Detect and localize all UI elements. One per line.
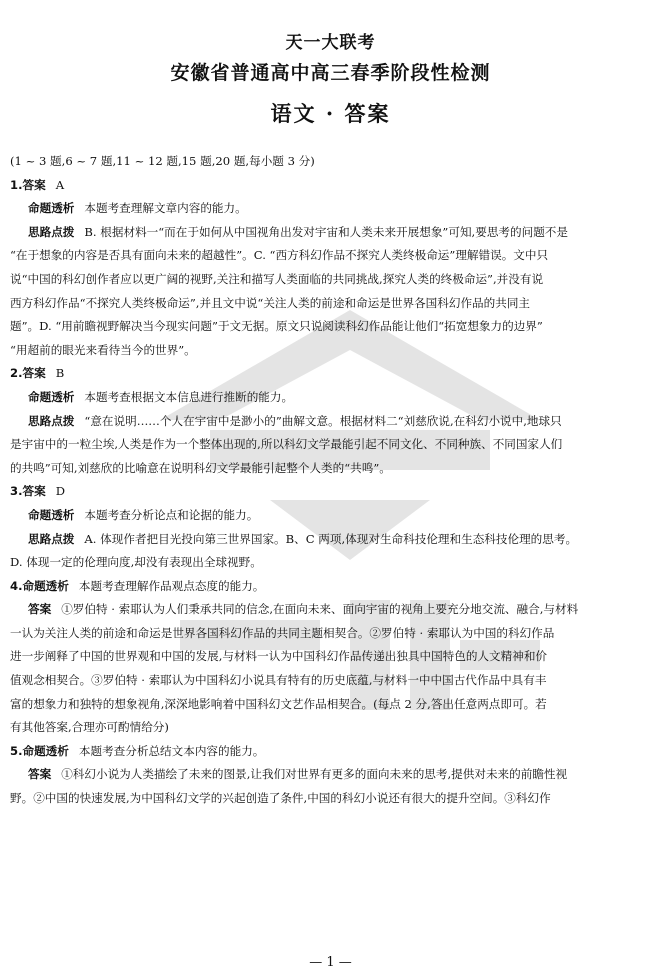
q4-answer-line: ①罗伯特 · 索耶认为人们秉承共同的信念,在面向未来、面向宇宙的视角上要充分地交流、融合,与材料 <box>61 602 579 617</box>
q5-answer-line: ①科幻小说为人类描绘了未来的图景,让我们对世界有更多的面向未来的思考,提供对未来的前瞻性视 <box>61 767 568 782</box>
subject-title: 语文 · 答案 <box>270 101 391 126</box>
q1-tips-row <box>10 221 650 245</box>
q1-tips-line: 说“中国的科幻创作者应以更广阔的视野,关注和描写人类面临的共同挑战,探究人类的终极命运”,并没有说 <box>10 271 544 286</box>
q5-answer-row <box>10 763 650 787</box>
answer-content <box>10 150 650 811</box>
q2-tips-line: 是宇宙中的一粒尘埃,人类是作为一个整体出现的,所以科幻文学最能引起不同文化、不同种族、不同国家人们 <box>10 437 563 452</box>
q5-analysis-row <box>10 740 650 764</box>
q1-analysis-row <box>10 197 650 221</box>
q2-answer-label: 答案 <box>22 366 46 381</box>
q2-answer-row <box>10 362 650 386</box>
q1-answer: A <box>55 177 65 192</box>
q5-answer-label: 答案 <box>28 767 52 782</box>
q2-answer: B <box>55 366 65 381</box>
q4-number: 4. <box>10 578 23 593</box>
q3-tips-line: D. 体现一定的伦理向度,却没有表现出全球视野。 <box>10 555 262 570</box>
q1-tips-line: 西方科幻作品“不探究人类终极命运”,并且文中说“关注人类的前途和命运是世界各国科幻作品的共同主 <box>10 295 531 310</box>
q1-tips-line: B. 根据材料一“而在于如何从中国视角出发对宇宙和人类未来开展想象”可知,要思考的问题不是 <box>84 224 568 239</box>
q4-answer-line: 富的想象力和独特的想象视角,深深地影响着中国科幻文艺作品相契合。(每点 2 分,答出任意两点即可。若 <box>10 696 547 711</box>
q2-analysis-label: 命题透析 <box>28 389 75 404</box>
q3-answer-label: 答案 <box>22 484 46 499</box>
q2-tips-line: 的共鸣”可知,刘慈欣的比喻意在说明科幻文学最能引起整个人类的“共鸣”。 <box>10 460 391 475</box>
q1-tips-line: “在于想象的内容是否具有面向未来的超越性”。C. “西方科幻作品不探究人类终极命运”理解错误。文中只 <box>10 248 549 263</box>
exam-title: 安徽省普通高中高三春季阶段性检测 <box>170 62 491 84</box>
header-title: 天一大联考 <box>285 33 376 53</box>
q1-answer-row <box>10 174 650 198</box>
q1-tips-line: “用超前的眼光来看待当今的世界”。 <box>10 342 196 357</box>
q1-tips-line: 题”。D. “用前瞻视野解决当今现实问题”于文无据。原文只说阅读科幻作品能让他们“拓宽想象力的边界” <box>10 319 543 334</box>
q4-analysis-label: 命题透析 <box>22 578 69 593</box>
q4-answer-line: 有其他答案,合理亦可酌情给分) <box>10 720 169 735</box>
q5-analysis-label: 命题透析 <box>22 743 69 758</box>
q2-number: 2. <box>10 366 23 381</box>
q4-analysis-row <box>10 575 650 599</box>
q4-analysis: 本题考查理解作品观点态度的能力。 <box>78 578 265 593</box>
q5-analysis: 本题考查分析总结文本内容的能力。 <box>78 743 265 758</box>
q1-answer-label: 答案 <box>22 177 46 192</box>
q4-answer-label: 答案 <box>28 602 52 617</box>
scoring-note: (1 ~ 3 题,6 ~ 7 题,11 ~ 12 题,15 题,20 题,每小题 3 分) <box>10 154 315 168</box>
q4-answer-line: 值观念相契合。③罗伯特 · 索耶认为中国科幻小说具有特有的历史底蕴,与材料一中中国古代作品中具有丰 <box>10 673 547 688</box>
q3-analysis: 本题考查分析论点和论据的能力。 <box>84 507 259 522</box>
q2-tips-row <box>10 410 650 434</box>
q3-answer-row <box>10 480 650 504</box>
q3-analysis-row <box>10 504 650 528</box>
q1-analysis-label: 命题透析 <box>28 201 75 216</box>
q5-number: 5. <box>10 743 23 758</box>
q1-analysis: 本题考查理解文章内容的能力。 <box>84 201 247 216</box>
q3-tips-row <box>10 528 650 552</box>
q4-answer-row <box>10 598 650 622</box>
q3-answer: D <box>55 484 65 499</box>
q2-tips-line: “意在说明……个人在宇宙中是渺小的”曲解文意。根据材料二“刘慈欣说,在科幻小说中,地球只 <box>84 413 562 428</box>
q1-number: 1. <box>10 177 23 192</box>
q3-tips-line: A. 体现作者把目光投向第三世界国家。B、C 两项,体现对生命科技伦理和生态科技伦理的思考。 <box>84 531 578 546</box>
page-number: — 1 — <box>309 955 352 970</box>
q2-analysis: 本题考查根据文本信息进行推断的能力。 <box>84 389 294 404</box>
q4-answer-line: 一认为关注人类的前途和命运是世界各国科幻作品的共同主题相契合。②罗伯特 · 索耶认为中国的科幻作品 <box>10 625 555 640</box>
q2-tips-label: 思路点拨 <box>28 413 75 428</box>
q2-analysis-row <box>10 386 650 410</box>
q1-tips-label: 思路点拨 <box>28 224 75 239</box>
q3-analysis-label: 命题透析 <box>28 507 75 522</box>
q5-answer-line: 野。②中国的快速发展,为中国科幻文学的兴起创造了条件,中国的科幻小说还有很大的提升空间。③科幻作 <box>10 791 551 806</box>
q4-answer-line: 进一步阐释了中国的世界观和中国的发展,与材料一认为中国科幻作品传递出独具中国特色的人文精神和价 <box>10 649 548 664</box>
q3-number: 3. <box>10 484 23 499</box>
q3-tips-label: 思路点拨 <box>28 531 75 546</box>
